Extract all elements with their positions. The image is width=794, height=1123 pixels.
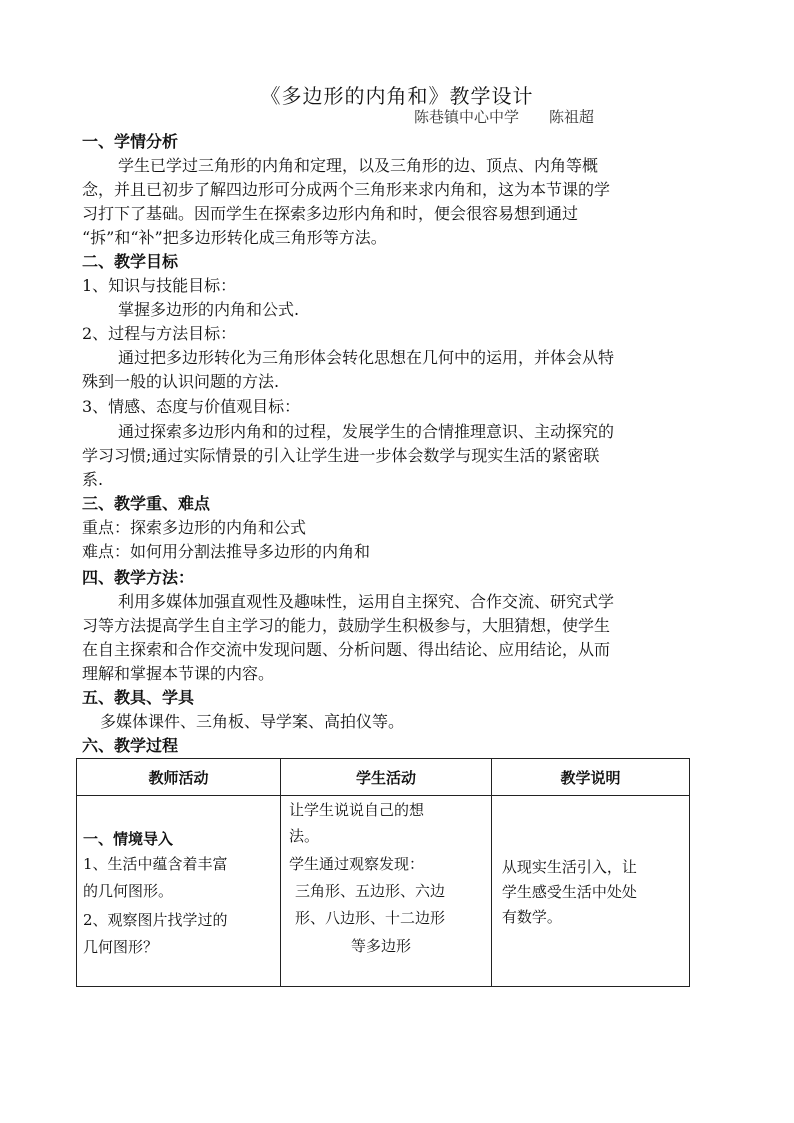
paragraph-line: 系. [82, 470, 104, 489]
cell-line: 1、生活中蕴含着丰富 [83, 855, 228, 873]
tools-text: 多媒体课件、三角板、导学案、高拍仪等。 [100, 712, 405, 731]
cell-line: 法。 [289, 827, 320, 845]
goal-process-label: 2、过程与方法目标： [82, 324, 237, 343]
cell-line: 三角形、五边形、六边 [295, 882, 446, 900]
cell-line: 形、八边形、十二边形 [295, 909, 446, 927]
student-activity-cell [281, 796, 492, 987]
cell-line: 有数学。 [501, 908, 562, 926]
paragraph-line: “拆”和“补”把多边形转化成三角形等方法。 [82, 228, 387, 247]
teaching-notes-cell [491, 796, 689, 987]
header-teacher-activity: 教师活动 [77, 759, 281, 796]
situation-intro-heading: 一、情境导入 [83, 830, 174, 848]
section-heading-process: 六、教学过程 [82, 736, 179, 755]
paragraph-line: 理解和掌握本节课的内容。 [82, 664, 275, 683]
cell-line: 几何图形？ [83, 938, 159, 956]
paragraph-line: 学生已学过三角形的内角和定理，以及三角形的边、顶点、内角等概 [118, 156, 599, 175]
goal-knowledge-label: 1、知识与技能目标： [82, 276, 237, 295]
table-row [77, 796, 690, 987]
cell-line: 学生感受生活中处处 [501, 883, 637, 901]
author-name: 陈祖超 [549, 108, 595, 126]
cell-line: 让学生说说自己的想 [289, 801, 425, 819]
section-heading-analysis: 一、学情分析 [82, 132, 179, 151]
teacher-activity-cell [77, 796, 281, 987]
school-name: 陈巷镇中心中学 [414, 108, 520, 126]
section-heading-goals: 二、教学目标 [82, 252, 179, 271]
paragraph-line: 习打下了基础。因而学生在探索多边形内角和时，便会很容易想到通过 [82, 204, 579, 223]
teaching-process-table [76, 758, 690, 987]
table-header-row [77, 759, 690, 796]
header-student-activity: 学生活动 [281, 759, 492, 796]
section-heading-methods: 四、教学方法： [82, 568, 195, 587]
key-point-text: 重点：探索多边形的内角和公式 [82, 518, 307, 537]
paragraph-line: 念，并且已初步了解四边形可分成两个三角形来求内角和，这为本节课的学 [82, 180, 611, 199]
paragraph-line: 利用多媒体加强直观性及趣味性，运用自主探究、合作交流、研究式学 [118, 592, 615, 611]
paragraph-line: 通过把多边形转化为三角形体会转化思想在几何中的运用，并体会从特 [118, 348, 615, 367]
paragraph-line: 殊到一般的认识问题的方法. [82, 372, 280, 391]
paragraph-line: 学习习惯;通过实际情景的引入让学生进一步体会数学与现实生活的紧密联 [82, 446, 600, 465]
cell-line: 的几何图形。 [83, 882, 174, 900]
goal-emotion-label: 3、情感、态度与价值观目标： [82, 397, 301, 416]
cell-line: 2、观察图片找学过的 [83, 911, 228, 929]
document-title: 《多边形的内角和》教学设计 [260, 84, 534, 108]
goal-knowledge-text: 掌握多边形的内角和公式. [118, 300, 300, 319]
cell-line: 从现实生活引入，让 [501, 858, 637, 876]
cell-line: 学生通过观察发现： [289, 855, 425, 873]
section-heading-tools: 五、教具、学具 [82, 688, 195, 707]
paragraph-line: 习等方法提高学生自主学习的能力，鼓励学生积极参与，大胆猜想，使学生 [82, 616, 611, 635]
cell-line: 等多边形 [351, 937, 412, 955]
paragraph-line: 在自主探索和合作交流中发现问题、分析问题、得出结论、应用结论，从而 [82, 640, 611, 659]
section-heading-key-points: 三、教学重、难点 [82, 494, 211, 513]
paragraph-line: 通过探索多边形内角和的过程，发展学生的合情推理意识、主动探究的 [118, 422, 615, 441]
header-teaching-notes: 教学说明 [491, 759, 689, 796]
author-line [414, 106, 594, 127]
difficulty-text: 难点：如何用分割法推导多边形的内角和 [82, 542, 371, 561]
